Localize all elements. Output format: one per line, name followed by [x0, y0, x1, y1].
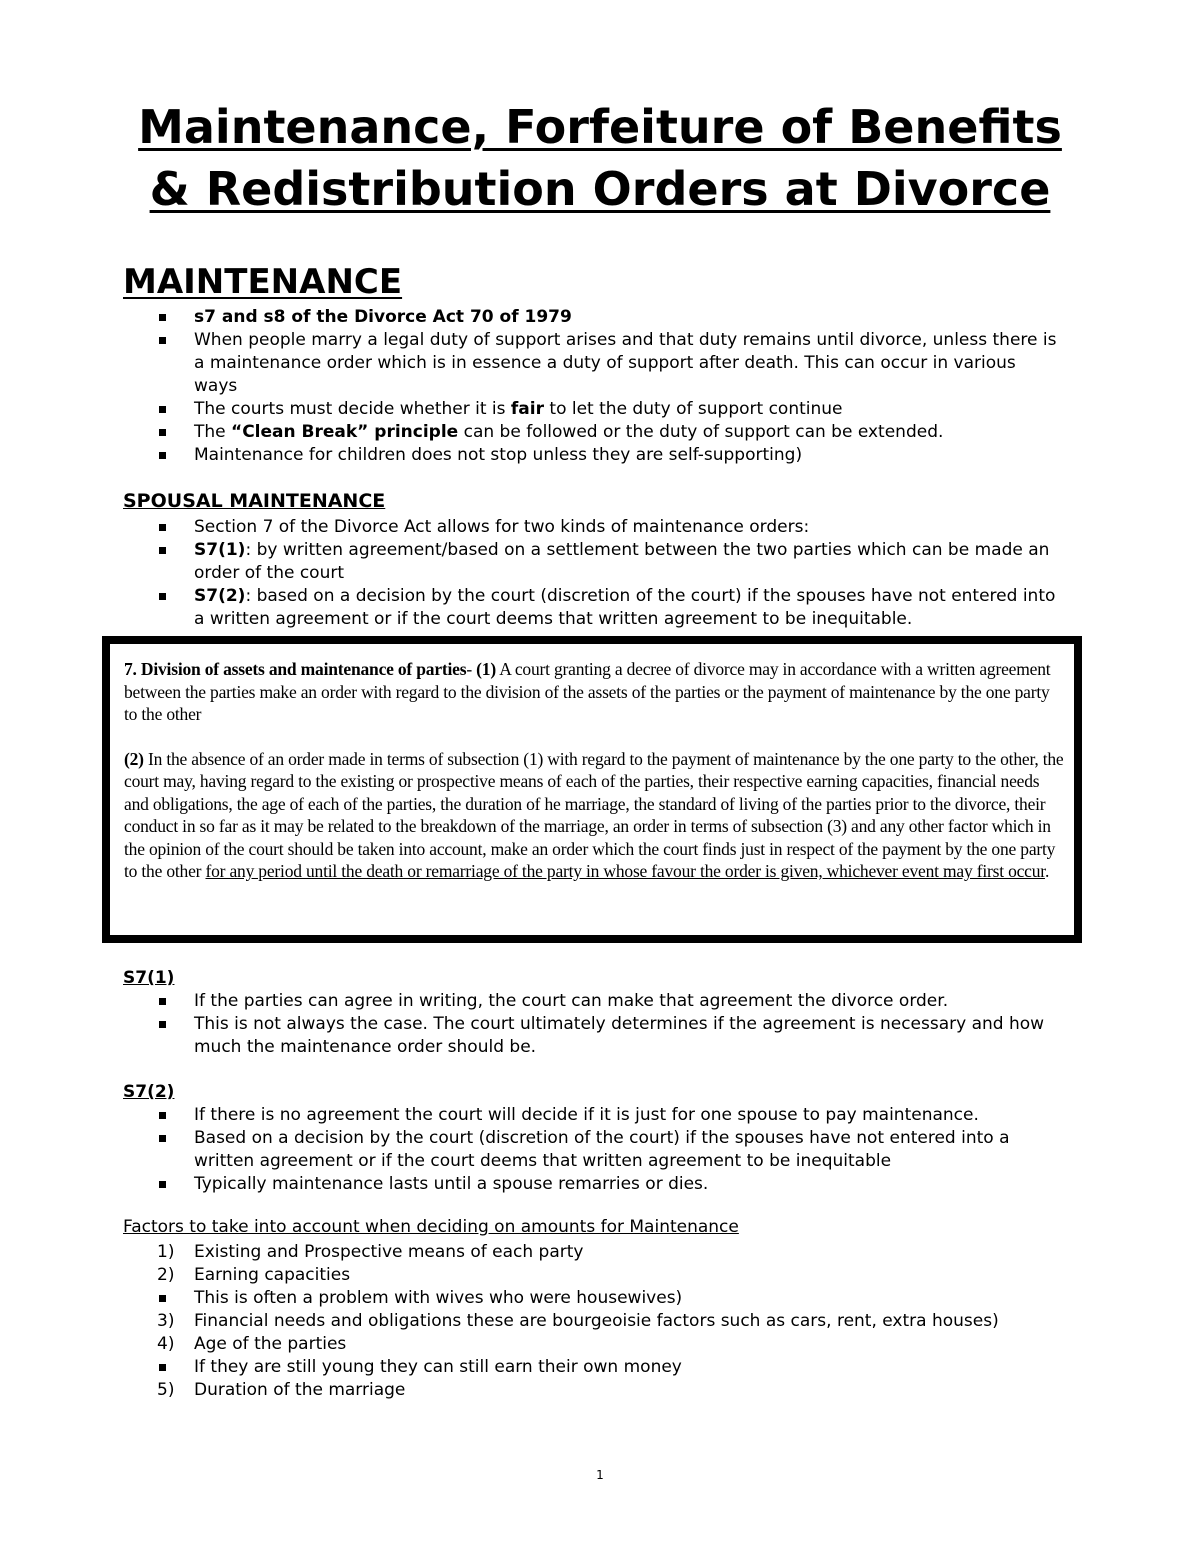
bullet-icon — [159, 1021, 166, 1028]
list-item — [123, 990, 1063, 1013]
statute-text: A court granting a decree of divorce may in accordance with a written agreement between the parties make an order with regard to the division of the assets of the parties or the payment of maintenance by the one party to the other — [124, 659, 1051, 724]
list-item — [123, 1287, 1063, 1310]
spousal-list — [123, 516, 1063, 631]
statute-dash: - — [466, 659, 477, 679]
list-item-text: s7 and s8 of the Divorce Act 70 of 1979 — [194, 307, 572, 327]
s7-2-list — [123, 1104, 1063, 1196]
bullet-icon — [159, 547, 166, 554]
list-item — [123, 1127, 1063, 1173]
statute-text: In the absence of an order made in terms of subsection (1) with regard to the payment of maintenance by the one party to the other, the court may, having regard to the existing or prospective means of each of the parties, their respective earning capacities, financial needs and obligations, the age of each of the parties, the duration of he marriage, the standard of living of the parties prior to the divorce, their conduct in so far as it may be related to the breakdown of the marriage, an order in terms of subsection (3) and any other factor which in the opinion of the court should be taken into account, make an order which the court finds just in respect of the payment by the one party to the other — [124, 748, 1064, 881]
list-item — [123, 306, 1063, 329]
list-item-text: When people marry a legal duty of support arises and that duty remains until divorce, unless there is a maintenance order which is in essence a duty of support after death. This can occur in various ways — [194, 330, 1057, 396]
bullet-icon — [159, 1295, 166, 1302]
list-item-text: If the parties can agree in writing, the court can make that agreement the divorce order. — [194, 991, 949, 1011]
statute-paragraph-1 — [124, 658, 1064, 726]
list-item — [123, 1356, 1063, 1379]
list-item — [123, 1173, 1063, 1196]
list-item-text: Existing and Prospective means of each party — [194, 1242, 584, 1262]
list-item-text: If there is no agreement the court will decide if it is just for one spouse to pay maintenance. — [194, 1105, 979, 1125]
list-item-number: 2) — [157, 1265, 175, 1285]
list-item — [123, 1013, 1063, 1059]
bullet-icon — [159, 1364, 166, 1371]
list-item-text: The — [194, 422, 232, 442]
statute-quote-text — [124, 658, 1064, 905]
s7-1-heading: S7(1) — [123, 968, 175, 988]
list-item-number: 1) — [157, 1242, 175, 1262]
list-item — [123, 539, 1063, 585]
list-item — [123, 1264, 1063, 1287]
bullet-icon — [159, 314, 166, 321]
bullet-icon — [159, 524, 166, 531]
bullet-icon — [159, 1112, 166, 1119]
s7-1-list — [123, 990, 1063, 1059]
list-item-text: The courts must decide whether it is — [194, 399, 511, 419]
list-item-bold: S7(1) — [194, 540, 246, 560]
list-item-text: Section 7 of the Divorce Act allows for two kinds of maintenance orders: — [194, 517, 810, 537]
bullet-icon — [159, 337, 166, 344]
list-item-text: Financial needs and obligations these are bourgeoisie factors such as cars, rent, extra houses) — [194, 1311, 999, 1331]
bullet-icon — [159, 1181, 166, 1188]
list-item-text: If they are still young they can still earn their own money — [194, 1357, 682, 1377]
list-item-text: Based on a decision by the court (discretion of the court) if the spouses have not entered into a written agreement or if the court deems that written agreement to be inequitable — [194, 1128, 1010, 1171]
list-item-text: This is often a problem with wives who were housewives) — [194, 1288, 683, 1308]
maintenance-list — [123, 306, 1063, 467]
statute-paragraph-2 — [124, 748, 1064, 883]
list-item-text: This is not always the case. The court ultimately determines if the agreement is necessary and how much the maintenance order should be. — [194, 1014, 1045, 1057]
statute-section-heading: 7. Division of assets and maintenance of parties — [124, 659, 467, 679]
list-item-text: to let the duty of support continue — [544, 399, 843, 419]
statute-subsection-number: (2) — [124, 748, 144, 769]
list-item-number: 3) — [157, 1311, 175, 1331]
spousal-maintenance-heading: SPOUSAL MAINTENANCE — [123, 490, 386, 512]
page-title — [0, 96, 1200, 220]
list-item-text: can be followed or the duty of support can be extended. — [458, 422, 944, 442]
list-item-text: Maintenance for children does not stop unless they are self-supporting) — [194, 445, 803, 465]
bullet-icon — [159, 593, 166, 600]
bullet-icon — [159, 1135, 166, 1142]
statute-text-end: . — [1044, 861, 1050, 881]
list-item — [123, 329, 1063, 398]
list-item-text: Earning capacities — [194, 1265, 351, 1285]
list-item-bold: fair — [510, 399, 544, 419]
statute-quote-box — [102, 636, 1082, 943]
list-item-number: 4) — [157, 1334, 175, 1354]
factors-list — [123, 1241, 1063, 1402]
list-item — [123, 421, 1063, 444]
list-item — [123, 585, 1063, 631]
list-item — [123, 1104, 1063, 1127]
list-item — [123, 444, 1063, 467]
bullet-icon — [159, 998, 166, 1005]
list-item-number: 5) — [157, 1380, 175, 1400]
list-item — [123, 1241, 1063, 1264]
list-item — [123, 1310, 1063, 1333]
list-item — [123, 398, 1063, 421]
bullet-icon — [159, 406, 166, 413]
page-number: 1 — [596, 1468, 604, 1482]
list-item-text: Typically maintenance lasts until a spouse remarries or dies. — [194, 1174, 709, 1194]
list-item-text: : by written agreement/based on a settlement between the two parties which can be made an order of the court — [194, 540, 1050, 583]
bullet-icon — [159, 452, 166, 459]
list-item-text: Age of the parties — [194, 1334, 347, 1354]
s7-2-heading: S7(2) — [123, 1082, 175, 1102]
factors-heading: Factors to take into account when deciding on amounts for Maintenance — [123, 1217, 739, 1237]
list-item-text: Duration of the marriage — [194, 1380, 406, 1400]
list-item-text: : based on a decision by the court (discretion of the court) if the spouses have not entered into a written agreement or if the court deems that written agreement to be inequitable. — [194, 586, 1056, 629]
bullet-icon — [159, 429, 166, 436]
title-line-2: & Redistribution Orders at Divorce — [149, 162, 1051, 216]
title-line-1: Maintenance, Forfeiture of Benefits — [138, 100, 1062, 154]
statute-underlined-text: for any period until the death or remarriage of the party in whose favour the order is given, whichever event may first occur — [205, 861, 1045, 881]
maintenance-heading: MAINTENANCE — [123, 262, 403, 302]
list-item-bold: S7(2) — [194, 586, 246, 606]
statute-subsection-number: (1) — [476, 659, 496, 679]
list-item-bold: “Clean Break” principle — [231, 422, 459, 442]
list-item — [123, 1379, 1063, 1402]
list-item — [123, 1333, 1063, 1356]
list-item — [123, 516, 1063, 539]
